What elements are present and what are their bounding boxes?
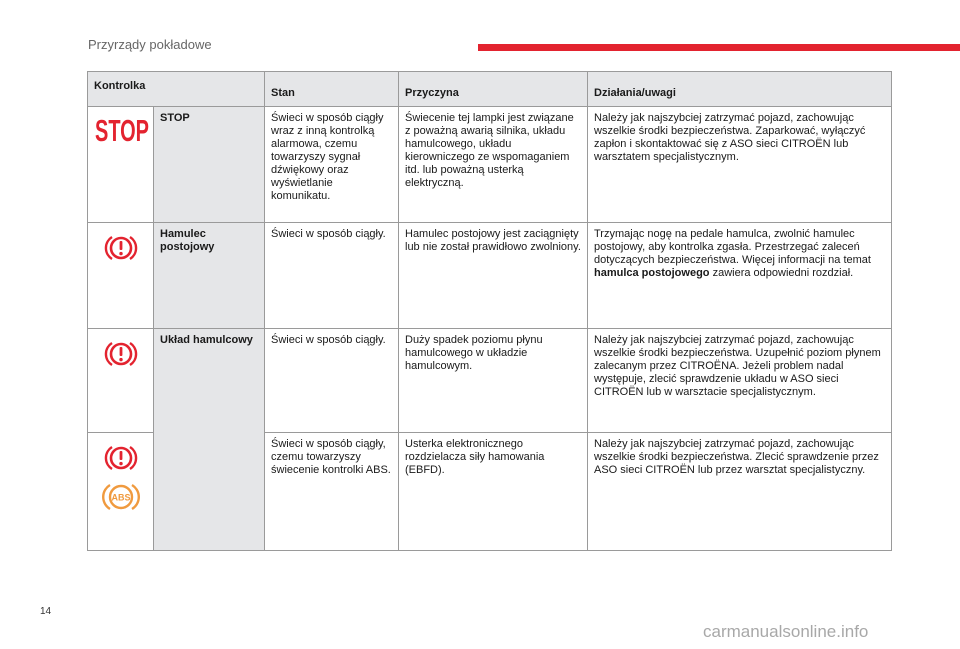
stan-cell: Świeci w sposób ciągły, czemu towarzyszy świecenie kontrolki ABS.	[265, 433, 399, 551]
column-header-stan: Stan	[265, 72, 399, 107]
dzialania-text-end: zawiera odpowiedni rozdział.	[709, 267, 854, 279]
dzialania-cell: Należy jak najszybciej zatrzymać pojazd, zachowując wszelkie środki bezpieczeństwa. Uzupełnić poziom płynem zalecanym przez CITROËNA. Jeżeli problem nadal występuje, zlecić sprawdzenie układu w ASO sieci CITROËN lub w warsztacie specjalistycznym.	[588, 329, 892, 433]
dzialania-cell: Należy jak najszybciej zatrzymać pojazd, zachowując wszelkie środki bezpieczeństwa. Zaparkować, wyłączyć zapłon i skontaktować się z ASO sieci CITROËN lub warsztatem specjalistycznym.	[588, 107, 892, 223]
header-accent-bar	[478, 44, 960, 51]
light-name: Hamulec postojowy	[154, 223, 265, 329]
przyczyna-cell: Hamulec postojowy jest zaciągnięty lub nie został prawidłowo zwolniony.	[399, 223, 588, 329]
przyczyna-cell: Usterka elektronicznego rozdzielacza siły hamowania (EBFD).	[399, 433, 588, 551]
light-name: Układ hamulcowy	[154, 329, 265, 551]
watermark: carmanualsonline.info	[703, 622, 869, 641]
page-number: 14	[40, 606, 52, 617]
dzialania-cell: Należy jak najszybciej zatrzymać pojazd, zachowując wszelkie środki bezpieczeństwa. Zlecić sprawdzenie przez ASO sieci CITROËN lub przez warsztat specjalistyczny.	[588, 433, 892, 551]
dzialania-cell	[588, 223, 892, 329]
icon-cell	[88, 223, 154, 329]
section-title: Przyrządy pokładowe	[88, 37, 212, 52]
table-header-row	[88, 72, 892, 107]
abs-icon-text: ABS	[110, 492, 131, 503]
stan-cell: Świeci w sposób ciągły wraz z inną kontrolką alarmowa, czemu towarzyszy sygnał dźwiękowy oraz wyświetlanie komunikatu.	[265, 107, 399, 223]
column-header-dzialania: Działania/uwagi	[588, 72, 892, 107]
abs-warning-icon	[102, 481, 140, 513]
table-row	[88, 107, 892, 223]
parking-brake-warning-icon	[104, 233, 138, 263]
column-header-kontrolka: Kontrolka	[88, 72, 265, 107]
icon-cell	[88, 107, 154, 223]
dzialania-bold-text: hamulca postojowego	[594, 267, 710, 279]
table-row	[88, 223, 892, 329]
stan-cell: Świeci w sposób ciągły.	[265, 329, 399, 433]
stop-icon-text: STOP	[95, 113, 149, 146]
light-name: STOP	[154, 107, 265, 223]
warning-lights-table	[87, 71, 892, 551]
icon-cell	[88, 329, 154, 433]
stan-cell: Świeci w sposób ciągły.	[265, 223, 399, 329]
stop-warning-icon	[94, 112, 150, 146]
przyczyna-cell: Duży spadek poziomu płynu hamulcowego w układzie hamulcowym.	[399, 329, 588, 433]
dzialania-text: Trzymając nogę na pedale hamulca, zwolnić hamulec postojowy, aby kontrolka zgasła. Przestrzegać zaleceń dotyczących bezpieczeństwa. Więcej informacji na temat	[594, 228, 871, 266]
brake-warning-icon	[104, 443, 138, 473]
table-row	[88, 329, 892, 433]
column-header-przyczyna: Przyczyna	[399, 72, 588, 107]
icon-cell	[88, 433, 154, 551]
brake-system-warning-icon	[104, 339, 138, 369]
przyczyna-cell: Świecenie tej lampki jest związane z poważną awarią silnika, układu hamulcowego, układu kierowniczego ze wspomaganiem itd. lub poważną usterką elektryczną.	[399, 107, 588, 223]
